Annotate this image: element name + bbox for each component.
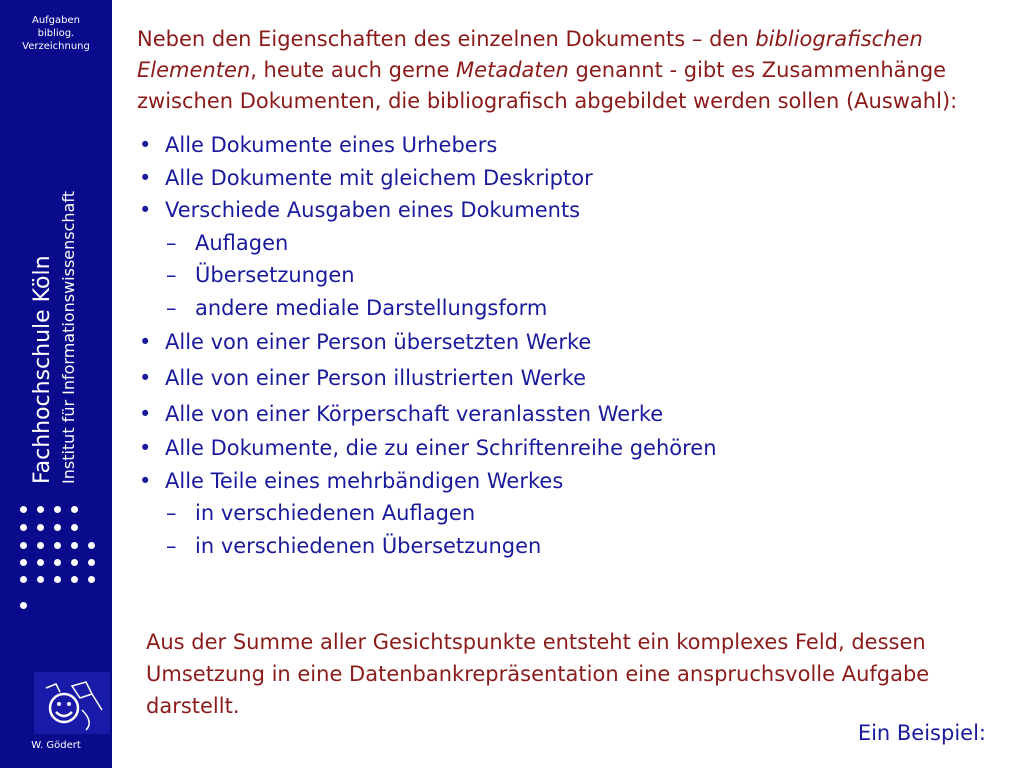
- dot: [37, 524, 44, 531]
- intro-text-3: genannt - gibt es Zusammenhänge zwischen Dokumenten, die bibliografisch abgebildet werden sollen (Auswahl):: [137, 58, 958, 113]
- dash-bullet-icon: –: [166, 533, 177, 558]
- list-item: [137, 324, 1007, 360]
- dot: [37, 576, 44, 583]
- list-item-text: Alle von einer Körperschaft veranlassten Werke: [165, 402, 664, 426]
- intro-italic-1: bibliografischen Elementen: [137, 27, 923, 82]
- bullet-icon: •: [139, 330, 152, 354]
- dot: [37, 542, 44, 549]
- bullet-icon: •: [139, 436, 152, 460]
- dot: [88, 542, 95, 549]
- intro-text-1: Neben den Eigenschaften des einzelnen Dokuments – den: [137, 27, 756, 51]
- list-item-text: Alle Dokumente mit gleichem Deskriptor: [165, 165, 593, 190]
- sidebar-topic: [0, 14, 112, 53]
- dot: [20, 506, 27, 513]
- author-name: W. Gödert: [31, 740, 81, 751]
- summary-paragraph: Aus der Summe aller Gesichtspunkte entsteht ein komplexes Feld, dessen Umsetzung in eine Datenbankrepräsentation eine anspruchsvolle Aufgabe darstellt.: [146, 630, 930, 718]
- dot: [37, 559, 44, 566]
- dot: [54, 542, 61, 549]
- sidebar-institution-block: [28, 100, 98, 484]
- sidebar-topic-line2: bibliog.: [37, 28, 75, 39]
- list-item-text: Alle von einer Person illustrierten Werke: [165, 366, 586, 390]
- list-item-text: Alle Teile eines mehrbändigen Werkes: [165, 468, 564, 493]
- dash-bullet-icon: –: [166, 230, 177, 255]
- list-item: [137, 432, 1007, 465]
- list-item: [137, 465, 1007, 498]
- smiley-writing-icon: [34, 672, 110, 734]
- dot: [88, 559, 95, 566]
- list-item-text: andere mediale Darstellungsform: [195, 295, 548, 320]
- intro-text-2: , heute auch gerne: [250, 58, 457, 82]
- list-item-text: Alle von einer Person übersetzten Werke: [165, 330, 592, 354]
- dot: [71, 506, 78, 513]
- intro-paragraph: [137, 24, 1007, 117]
- dot: [37, 506, 44, 513]
- dot: [54, 524, 61, 531]
- list-item-text: Alle Dokumente eines Urhebers: [165, 133, 498, 157]
- sub-list-item: [137, 530, 1007, 563]
- bullet-icon: •: [139, 468, 152, 493]
- sub-list-item: [137, 497, 1007, 530]
- dot: [54, 506, 61, 513]
- dash-bullet-icon: –: [166, 295, 177, 320]
- bullet-icon: •: [139, 165, 152, 190]
- dot: [88, 576, 95, 583]
- dot: [54, 576, 61, 583]
- dot: [20, 559, 27, 566]
- bullet-icon: •: [139, 133, 152, 157]
- list-item-text: Verschiede Ausgaben eines Dokuments: [165, 198, 581, 222]
- department-name: Institut für Informationswissenschaft: [59, 191, 78, 484]
- dot-pattern: [6, 492, 110, 620]
- list-item: [137, 396, 1007, 432]
- dot: [71, 559, 78, 566]
- relation-list: [137, 129, 1007, 562]
- bullet-icon: •: [139, 402, 152, 426]
- list-item-text: in verschiedenen Auflagen: [195, 501, 476, 525]
- dash-bullet-icon: –: [166, 263, 177, 287]
- institution-name: Fachhochschule Köln: [30, 255, 55, 484]
- sidebar-topic-line1: Aufgaben: [31, 15, 80, 26]
- bullet-icon: •: [139, 366, 152, 390]
- dot: [54, 559, 61, 566]
- dot: [20, 602, 27, 609]
- dot: [20, 576, 27, 583]
- sidebar: [0, 0, 112, 768]
- list-item-text: in verschiedenen Übersetzungen: [195, 533, 542, 558]
- sub-list-item: [137, 259, 1007, 292]
- bullet-icon: •: [139, 198, 152, 222]
- list-item: [137, 194, 1007, 227]
- list-item-text: Alle Dokumente, die zu einer Schriftenreihe gehören: [165, 436, 717, 460]
- intro-italic-2: Metadaten: [456, 58, 569, 82]
- dot: [71, 524, 78, 531]
- dot: [71, 576, 78, 583]
- list-item-text: Auflagen: [195, 230, 289, 255]
- list-item: [137, 162, 1007, 195]
- list-item: [137, 129, 1007, 162]
- example-label: Ein Beispiel:: [857, 721, 986, 745]
- main-content: [137, 24, 1007, 562]
- dot: [20, 542, 27, 549]
- dot: [20, 524, 27, 531]
- dot: [71, 542, 78, 549]
- list-item: [137, 360, 1007, 396]
- list-item-text: Übersetzungen: [195, 263, 355, 287]
- sub-list-item: [137, 227, 1007, 260]
- sub-list-item: [137, 292, 1007, 325]
- dash-bullet-icon: –: [166, 501, 177, 525]
- sidebar-topic-line3: Verzeichnung: [22, 41, 90, 52]
